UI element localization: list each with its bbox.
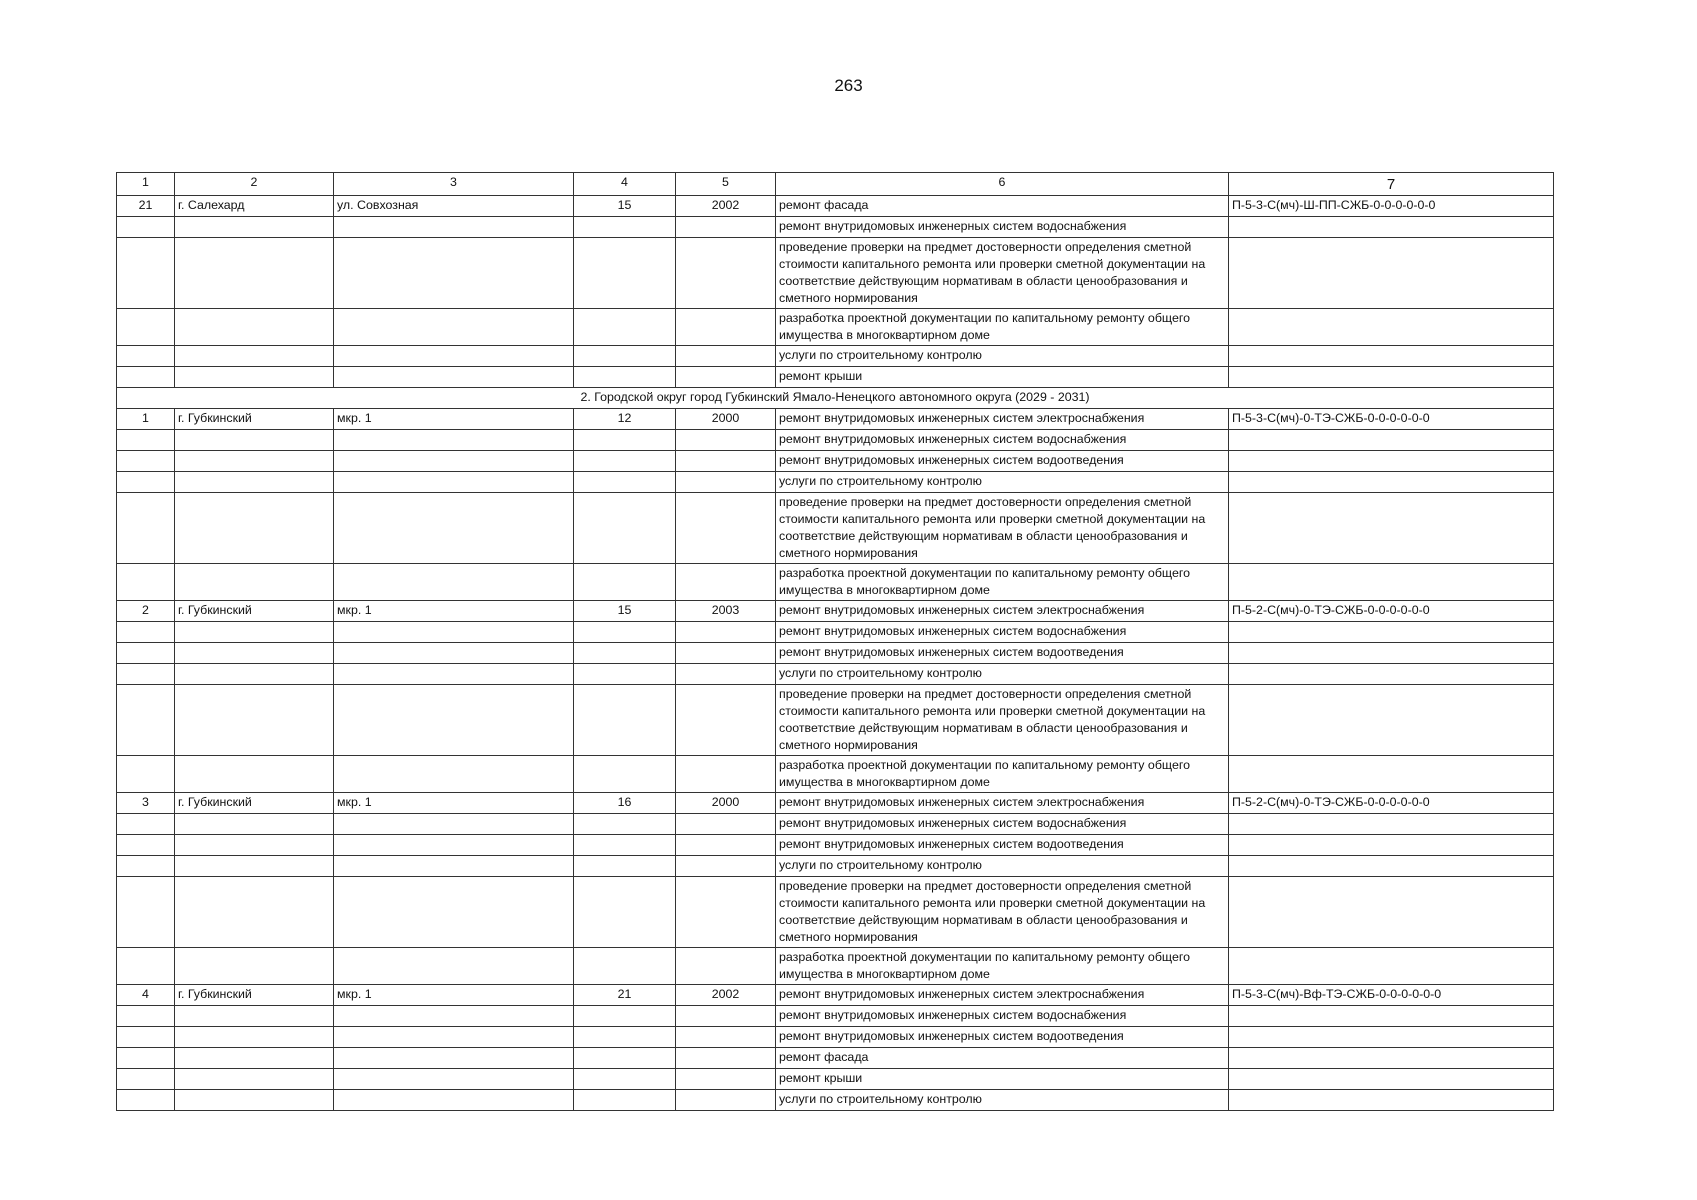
series-code-cell: П-5-2-С(мч)-0-ТЭ-СЖБ-0-0-0-0-0-0 bbox=[1229, 601, 1554, 622]
row-number-cell bbox=[117, 1006, 175, 1027]
street-cell bbox=[334, 309, 574, 346]
row-number-cell bbox=[117, 664, 175, 685]
table-row bbox=[117, 814, 1554, 835]
row-number-cell bbox=[117, 493, 175, 564]
street-cell bbox=[334, 814, 574, 835]
street-cell bbox=[334, 877, 574, 948]
row-number-cell bbox=[117, 856, 175, 877]
street-cell bbox=[334, 1006, 574, 1027]
city-cell bbox=[175, 309, 334, 346]
house-number-cell bbox=[574, 948, 676, 985]
column-header: 2 bbox=[175, 173, 334, 196]
house-number-cell bbox=[574, 430, 676, 451]
street-cell bbox=[334, 664, 574, 685]
series-code-cell bbox=[1229, 1048, 1554, 1069]
row-number-cell bbox=[117, 643, 175, 664]
year-cell bbox=[676, 622, 776, 643]
street-cell bbox=[334, 643, 574, 664]
series-code-cell bbox=[1229, 472, 1554, 493]
series-code-cell: П-5-3-С(мч)-0-ТЭ-СЖБ-0-0-0-0-0-0 bbox=[1229, 409, 1554, 430]
year-cell: 2002 bbox=[676, 196, 776, 217]
year-cell bbox=[676, 664, 776, 685]
work-type-cell: ремонт внутридомовых инженерных систем электроснабжения bbox=[776, 793, 1229, 814]
year-cell bbox=[676, 451, 776, 472]
work-type-cell: ремонт внутридомовых инженерных систем водоснабжения bbox=[776, 814, 1229, 835]
table-row bbox=[117, 685, 1554, 756]
work-type-cell: услуги по строительному контролю bbox=[776, 346, 1229, 367]
series-code-cell bbox=[1229, 1090, 1554, 1111]
row-number-cell bbox=[117, 430, 175, 451]
street-cell bbox=[334, 451, 574, 472]
row-number-cell bbox=[117, 451, 175, 472]
city-cell bbox=[175, 430, 334, 451]
series-code-cell bbox=[1229, 622, 1554, 643]
row-number-cell: 2 bbox=[117, 601, 175, 622]
column-header: 5 bbox=[676, 173, 776, 196]
table-row bbox=[117, 472, 1554, 493]
house-number-cell bbox=[574, 1006, 676, 1027]
work-type-cell: ремонт внутридомовых инженерных систем электроснабжения bbox=[776, 601, 1229, 622]
year-cell: 2003 bbox=[676, 601, 776, 622]
house-number-cell bbox=[574, 685, 676, 756]
year-cell bbox=[676, 1069, 776, 1090]
work-type-cell: разработка проектной документации по капитальному ремонту общего имущества в многоквартирном доме bbox=[776, 756, 1229, 793]
year-cell bbox=[676, 1027, 776, 1048]
series-code-cell bbox=[1229, 835, 1554, 856]
year-cell bbox=[676, 238, 776, 309]
table-row bbox=[117, 643, 1554, 664]
table-row bbox=[117, 877, 1554, 948]
year-cell bbox=[676, 309, 776, 346]
house-number-cell bbox=[574, 856, 676, 877]
series-code-cell bbox=[1229, 877, 1554, 948]
year-cell: 2000 bbox=[676, 409, 776, 430]
table-row bbox=[117, 238, 1554, 309]
city-cell bbox=[175, 643, 334, 664]
section-row bbox=[117, 388, 1554, 409]
table-row bbox=[117, 493, 1554, 564]
house-number-cell: 16 bbox=[574, 793, 676, 814]
work-type-cell: ремонт внутридомовых инженерных систем электроснабжения bbox=[776, 409, 1229, 430]
row-number-cell bbox=[117, 346, 175, 367]
street-cell bbox=[334, 622, 574, 643]
city-cell bbox=[175, 238, 334, 309]
work-type-cell: ремонт внутридомовых инженерных систем водоотведения bbox=[776, 1027, 1229, 1048]
table-row bbox=[117, 1090, 1554, 1111]
city-cell bbox=[175, 622, 334, 643]
city-cell bbox=[175, 664, 334, 685]
table-row bbox=[117, 367, 1554, 388]
street-cell bbox=[334, 430, 574, 451]
year-cell bbox=[676, 835, 776, 856]
year-cell bbox=[676, 814, 776, 835]
table-row bbox=[117, 430, 1554, 451]
year-cell bbox=[676, 367, 776, 388]
house-number-cell: 21 bbox=[574, 985, 676, 1006]
work-type-cell: ремонт крыши bbox=[776, 1069, 1229, 1090]
row-number-cell bbox=[117, 472, 175, 493]
house-number-cell: 15 bbox=[574, 196, 676, 217]
city-cell: г. Губкинский bbox=[175, 793, 334, 814]
street-cell: мкр. 1 bbox=[334, 985, 574, 1006]
work-type-cell: ремонт внутридомовых инженерных систем водоснабжения bbox=[776, 1006, 1229, 1027]
street-cell bbox=[334, 1027, 574, 1048]
row-number-cell bbox=[117, 814, 175, 835]
series-code-cell bbox=[1229, 451, 1554, 472]
table-row bbox=[117, 793, 1554, 814]
column-header: 3 bbox=[334, 173, 574, 196]
house-number-cell bbox=[574, 1069, 676, 1090]
year-cell bbox=[676, 643, 776, 664]
row-number-cell bbox=[117, 217, 175, 238]
row-number-cell bbox=[117, 1069, 175, 1090]
city-cell bbox=[175, 346, 334, 367]
work-type-cell: ремонт фасада bbox=[776, 196, 1229, 217]
street-cell bbox=[334, 835, 574, 856]
work-type-cell: ремонт внутридомовых инженерных систем водоотведения bbox=[776, 451, 1229, 472]
series-code-cell bbox=[1229, 1027, 1554, 1048]
row-number-cell: 4 bbox=[117, 985, 175, 1006]
work-type-cell: услуги по строительному контролю bbox=[776, 664, 1229, 685]
street-cell bbox=[334, 493, 574, 564]
table-row bbox=[117, 601, 1554, 622]
row-number-cell: 21 bbox=[117, 196, 175, 217]
city-cell bbox=[175, 814, 334, 835]
series-code-cell bbox=[1229, 664, 1554, 685]
table-row bbox=[117, 217, 1554, 238]
series-code-cell bbox=[1229, 1006, 1554, 1027]
house-number-cell bbox=[574, 664, 676, 685]
house-number-cell bbox=[574, 451, 676, 472]
street-cell bbox=[334, 238, 574, 309]
work-type-cell: ремонт внутридомовых инженерных систем водоснабжения bbox=[776, 622, 1229, 643]
city-cell bbox=[175, 756, 334, 793]
city-cell: г. Губкинский bbox=[175, 601, 334, 622]
table-row bbox=[117, 451, 1554, 472]
work-type-cell: проведение проверки на предмет достоверности определения сметной стоимости капитального ремонта или проверки сметной документации на соответствие действующим нормативам в области ценообразования и сметного нормирования bbox=[776, 685, 1229, 756]
work-type-cell: ремонт крыши bbox=[776, 367, 1229, 388]
city-cell bbox=[175, 1090, 334, 1111]
series-code-cell bbox=[1229, 1069, 1554, 1090]
city-cell bbox=[175, 1027, 334, 1048]
column-header: 6 bbox=[776, 173, 1229, 196]
house-number-cell bbox=[574, 814, 676, 835]
column-header: 7 bbox=[1229, 173, 1554, 196]
series-code-cell bbox=[1229, 346, 1554, 367]
house-number-cell bbox=[574, 493, 676, 564]
work-type-cell: проведение проверки на предмет достоверности определения сметной стоимости капитального ремонта или проверки сметной документации на соответствие действующим нормативам в области ценообразования и сметного нормирования bbox=[776, 877, 1229, 948]
row-number-cell bbox=[117, 877, 175, 948]
work-type-cell: разработка проектной документации по капитальному ремонту общего имущества в многоквартирном доме bbox=[776, 564, 1229, 601]
series-code-cell bbox=[1229, 493, 1554, 564]
table-row bbox=[117, 1006, 1554, 1027]
header-row bbox=[117, 173, 1554, 196]
series-code-cell bbox=[1229, 564, 1554, 601]
city-cell bbox=[175, 493, 334, 564]
table-row bbox=[117, 309, 1554, 346]
year-cell bbox=[676, 1006, 776, 1027]
street-cell bbox=[334, 1048, 574, 1069]
year-cell bbox=[676, 685, 776, 756]
house-number-cell bbox=[574, 238, 676, 309]
house-number-cell bbox=[574, 217, 676, 238]
row-number-cell bbox=[117, 367, 175, 388]
street-cell bbox=[334, 1090, 574, 1111]
work-type-cell: ремонт внутридомовых инженерных систем водоснабжения bbox=[776, 430, 1229, 451]
table-row bbox=[117, 564, 1554, 601]
series-code-cell: П-5-2-С(мч)-0-ТЭ-СЖБ-0-0-0-0-0-0 bbox=[1229, 793, 1554, 814]
work-type-cell: ремонт внутридомовых инженерных систем электроснабжения bbox=[776, 985, 1229, 1006]
year-cell bbox=[676, 1048, 776, 1069]
city-cell bbox=[175, 685, 334, 756]
year-cell bbox=[676, 430, 776, 451]
city-cell bbox=[175, 856, 334, 877]
year-cell bbox=[676, 472, 776, 493]
year-cell bbox=[676, 948, 776, 985]
street-cell bbox=[334, 685, 574, 756]
work-type-cell: разработка проектной документации по капитальному ремонту общего имущества в многоквартирном доме bbox=[776, 948, 1229, 985]
page-number: 263 bbox=[834, 76, 863, 95]
table-row bbox=[117, 756, 1554, 793]
table-body bbox=[117, 173, 1554, 1111]
house-number-cell bbox=[574, 1027, 676, 1048]
table-row bbox=[117, 948, 1554, 985]
table-row bbox=[117, 985, 1554, 1006]
house-number-cell bbox=[574, 346, 676, 367]
table-row bbox=[117, 622, 1554, 643]
year-cell bbox=[676, 217, 776, 238]
work-type-cell: ремонт внутридомовых инженерных систем водоснабжения bbox=[776, 217, 1229, 238]
row-number-cell bbox=[117, 835, 175, 856]
street-cell bbox=[334, 1069, 574, 1090]
city-cell bbox=[175, 451, 334, 472]
work-type-cell: услуги по строительному контролю bbox=[776, 1090, 1229, 1111]
table-row bbox=[117, 346, 1554, 367]
street-cell bbox=[334, 367, 574, 388]
work-type-cell: услуги по строительному контролю bbox=[776, 856, 1229, 877]
street-cell: ул. Совхозная bbox=[334, 196, 574, 217]
year-cell bbox=[676, 346, 776, 367]
city-cell bbox=[175, 564, 334, 601]
house-number-cell bbox=[574, 564, 676, 601]
series-code-cell bbox=[1229, 643, 1554, 664]
row-number-cell bbox=[117, 309, 175, 346]
work-type-cell: ремонт внутридомовых инженерных систем водоотведения bbox=[776, 643, 1229, 664]
city-cell bbox=[175, 835, 334, 856]
street-cell bbox=[334, 217, 574, 238]
city-cell bbox=[175, 367, 334, 388]
house-number-cell bbox=[574, 1048, 676, 1069]
year-cell bbox=[676, 564, 776, 601]
city-cell: г. Губкинский bbox=[175, 985, 334, 1006]
series-code-cell bbox=[1229, 685, 1554, 756]
year-cell bbox=[676, 856, 776, 877]
street-cell: мкр. 1 bbox=[334, 793, 574, 814]
house-number-cell bbox=[574, 1090, 676, 1111]
series-code-cell bbox=[1229, 756, 1554, 793]
city-cell bbox=[175, 217, 334, 238]
city-cell bbox=[175, 472, 334, 493]
house-number-cell bbox=[574, 367, 676, 388]
house-number-cell bbox=[574, 309, 676, 346]
city-cell bbox=[175, 877, 334, 948]
section-title: 2. Городской округ город Губкинский Ямало-Ненецкого автономного округа (2029 - 2031) bbox=[117, 388, 1554, 409]
house-number-cell bbox=[574, 622, 676, 643]
table-row bbox=[117, 835, 1554, 856]
year-cell bbox=[676, 877, 776, 948]
year-cell bbox=[676, 756, 776, 793]
work-type-cell: проведение проверки на предмет достоверности определения сметной стоимости капитального ремонта или проверки сметной документации на соответствие действующим нормативам в области ценообразования и сметного нормирования bbox=[776, 493, 1229, 564]
house-number-cell bbox=[574, 472, 676, 493]
row-number-cell: 1 bbox=[117, 409, 175, 430]
street-cell bbox=[334, 756, 574, 793]
street-cell bbox=[334, 856, 574, 877]
series-code-cell bbox=[1229, 217, 1554, 238]
row-number-cell bbox=[117, 622, 175, 643]
series-code-cell: П-5-3-С(мч)-Вф-ТЭ-СЖБ-0-0-0-0-0-0 bbox=[1229, 985, 1554, 1006]
city-cell bbox=[175, 1006, 334, 1027]
row-number-cell bbox=[117, 1027, 175, 1048]
works-table bbox=[116, 172, 1554, 1111]
street-cell bbox=[334, 564, 574, 601]
series-code-cell bbox=[1229, 856, 1554, 877]
series-code-cell bbox=[1229, 367, 1554, 388]
table-row bbox=[117, 1048, 1554, 1069]
column-header: 1 bbox=[117, 173, 175, 196]
house-number-cell: 15 bbox=[574, 601, 676, 622]
year-cell: 2000 bbox=[676, 793, 776, 814]
year-cell bbox=[676, 493, 776, 564]
table-row bbox=[117, 409, 1554, 430]
city-cell bbox=[175, 1069, 334, 1090]
city-cell: г. Салехард bbox=[175, 196, 334, 217]
house-number-cell bbox=[574, 877, 676, 948]
series-code-cell bbox=[1229, 814, 1554, 835]
street-cell: мкр. 1 bbox=[334, 409, 574, 430]
series-code-cell bbox=[1229, 948, 1554, 985]
column-header: 4 bbox=[574, 173, 676, 196]
year-cell bbox=[676, 1090, 776, 1111]
street-cell bbox=[334, 346, 574, 367]
work-type-cell: услуги по строительному контролю bbox=[776, 472, 1229, 493]
series-code-cell bbox=[1229, 238, 1554, 309]
row-number-cell bbox=[117, 1048, 175, 1069]
table-row bbox=[117, 1027, 1554, 1048]
work-type-cell: проведение проверки на предмет достоверности определения сметной стоимости капитального ремонта или проверки сметной документации на соответствие действующим нормативам в области ценообразования и сметного нормирования bbox=[776, 238, 1229, 309]
table-row bbox=[117, 196, 1554, 217]
series-code-cell bbox=[1229, 430, 1554, 451]
house-number-cell bbox=[574, 756, 676, 793]
street-cell: мкр. 1 bbox=[334, 601, 574, 622]
table-row bbox=[117, 664, 1554, 685]
street-cell bbox=[334, 948, 574, 985]
series-code-cell: П-5-3-С(мч)-Ш-ПП-СЖБ-0-0-0-0-0-0 bbox=[1229, 196, 1554, 217]
house-number-cell: 12 bbox=[574, 409, 676, 430]
table-row bbox=[117, 1069, 1554, 1090]
house-number-cell bbox=[574, 643, 676, 664]
year-cell: 2002 bbox=[676, 985, 776, 1006]
city-cell: г. Губкинский bbox=[175, 409, 334, 430]
row-number-cell bbox=[117, 1090, 175, 1111]
row-number-cell bbox=[117, 948, 175, 985]
work-type-cell: разработка проектной документации по капитальному ремонту общего имущества в многоквартирном доме bbox=[776, 309, 1229, 346]
row-number-cell: 3 bbox=[117, 793, 175, 814]
city-cell bbox=[175, 1048, 334, 1069]
table-row bbox=[117, 856, 1554, 877]
row-number-cell bbox=[117, 756, 175, 793]
row-number-cell bbox=[117, 685, 175, 756]
house-number-cell bbox=[574, 835, 676, 856]
row-number-cell bbox=[117, 564, 175, 601]
series-code-cell bbox=[1229, 309, 1554, 346]
work-type-cell: ремонт фасада bbox=[776, 1048, 1229, 1069]
street-cell bbox=[334, 472, 574, 493]
city-cell bbox=[175, 948, 334, 985]
work-type-cell: ремонт внутридомовых инженерных систем водоотведения bbox=[776, 835, 1229, 856]
row-number-cell bbox=[117, 238, 175, 309]
